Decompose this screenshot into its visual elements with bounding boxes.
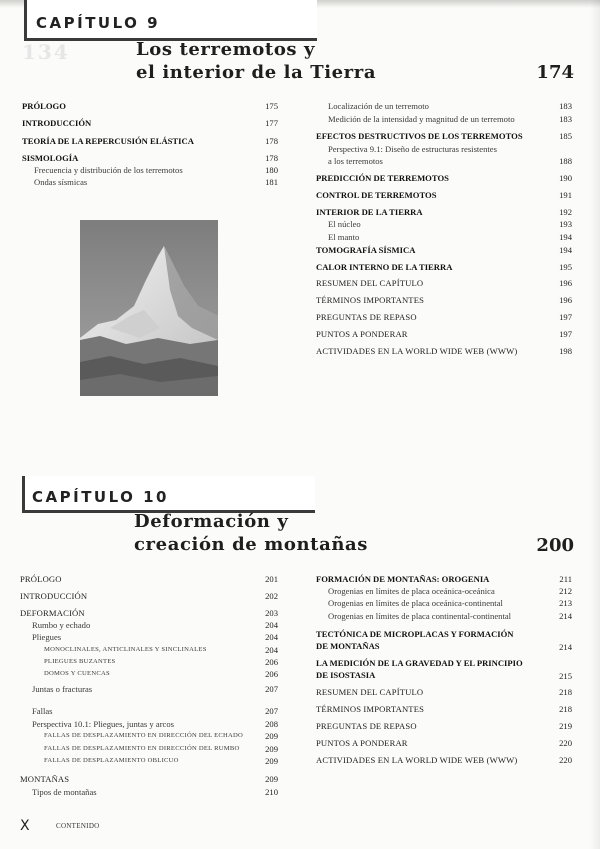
- toc-entry-title: Perspectiva 10.1: Pliegues, juntas y arcos: [32, 719, 175, 729]
- toc-entry-title: PRÓLOGO: [22, 101, 66, 111]
- toc-entry-title: Rumbo y echado: [32, 620, 91, 630]
- toc-entry-page: 210: [265, 787, 278, 797]
- toc-entry-page: 198: [559, 346, 572, 356]
- toc-entry-page: 204: [265, 645, 278, 655]
- toc-entry-title: PREGUNTAS DE REPASO: [316, 721, 417, 731]
- chapter-10-title: [134, 510, 368, 556]
- toc-entry-page: 185: [559, 131, 572, 141]
- toc-entry-page: 188: [559, 156, 572, 166]
- toc-entry-page: 202: [265, 591, 278, 601]
- toc-entry-title: Frecuencia y distribución de los terremotos: [34, 165, 183, 175]
- toc-entry-page: 183: [559, 114, 572, 124]
- toc-entry-title: MONTAÑAS: [20, 774, 70, 784]
- toc-entry-title: Ondas sísmicas: [34, 177, 88, 187]
- chapter-10-page: 200: [536, 535, 574, 556]
- toc-entry-page: 220: [559, 755, 572, 765]
- toc-entry-title: INTRODUCCIÓN: [22, 118, 92, 128]
- toc-entry-title: EFECTOS DESTRUCTIVOS DE LOS TERREMOTOS: [316, 131, 523, 141]
- toc-entry-page: 213: [559, 598, 572, 608]
- chapter-9-title: [136, 38, 376, 84]
- toc-entry-title: Juntas o fracturas: [32, 684, 93, 694]
- toc-entry-page: 204: [265, 620, 278, 630]
- toc-entry-title: Localización de un terremoto: [328, 101, 429, 111]
- toc-entry-page: 175: [265, 101, 278, 111]
- chapter-10-title-line-1: Deformación y: [134, 511, 289, 532]
- toc-entry-title: MONOCLINALES, ANTICLINALES Y SINCLINALES: [44, 646, 207, 653]
- chapter-10-label: CAPÍTULO 10: [32, 488, 169, 506]
- toc-entry-title: Orogenias en límites de placa continental-continental: [328, 611, 512, 621]
- toc-entry-page: 209: [265, 756, 278, 766]
- toc-entry-page: 190: [559, 173, 572, 183]
- toc-entry-title: RESUMEN DEL CAPÍTULO: [316, 278, 424, 288]
- toc-entry-title: Orogenias en límites de placa oceánica-oceánica: [328, 586, 495, 596]
- toc-entry-title: PREGUNTAS DE REPASO: [316, 312, 417, 322]
- toc-entry-page: 214: [559, 642, 572, 652]
- chapter-9-label: CAPÍTULO 9: [36, 14, 161, 32]
- footer-page-numeral: X: [20, 818, 30, 834]
- toc-entry-title: PRÓLOGO: [20, 574, 62, 584]
- toc-entry-title: ACTIVIDADES EN LA WORLD WIDE WEB (WWW): [316, 346, 518, 356]
- toc-entry-page: 207: [265, 706, 278, 716]
- chapter-10-title-line-2: creación de montañas: [134, 534, 369, 555]
- toc-entry-page: 207: [265, 684, 278, 694]
- toc-entry-page: 206: [265, 669, 278, 679]
- toc-entry-title: PUNTOS A PONDERAR: [316, 738, 408, 748]
- toc-entry-page: 196: [559, 295, 572, 305]
- toc-entry-title: FORMACIÓN DE MONTAÑAS: OROGENIA: [316, 574, 490, 584]
- toc-entry-page: 208: [265, 719, 278, 729]
- toc-entry-page: 209: [265, 774, 278, 784]
- toc-entry-page: 195: [559, 262, 572, 272]
- toc-entry-title: CALOR INTERNO DE LA TIERRA: [316, 262, 453, 272]
- toc-entry-title: TECTÓNICA DE MICROPLACAS Y FORMACIÓN DE MONTAÑAS: [316, 629, 514, 651]
- mountain-illustration: [80, 220, 218, 396]
- toc-entry-title: SISMOLOGÍA: [22, 153, 79, 163]
- toc-entry-title: PLIEGUES BUZANTES: [44, 658, 116, 665]
- toc-entry-page: 218: [559, 704, 572, 714]
- toc-entry-page: 215: [559, 671, 572, 681]
- mountain-photo: [80, 220, 218, 396]
- toc-entry-title: TÉRMINOS IMPORTANTES: [316, 704, 425, 714]
- toc-entry-page: 194: [559, 232, 572, 242]
- toc-entry-page: 209: [265, 744, 278, 754]
- toc-entry-title: El núcleo: [328, 219, 361, 229]
- chapter-9-title-line-1: Los terremotos y: [136, 39, 316, 60]
- toc-entry-title: FALLAS DE DESPLAZAMIENTO EN DIRECCIÓN DEL ECHADO: [44, 732, 244, 739]
- toc-entry-page: 218: [559, 687, 572, 697]
- toc-entry-title: CONTROL DE TERREMOTOS: [316, 190, 437, 200]
- toc-entry-title: Pliegues: [32, 632, 62, 642]
- chapter-9-ghost-number: 134: [22, 40, 70, 64]
- toc-entry-page: 220: [559, 738, 572, 748]
- footer-section-label: CONTENIDO: [56, 822, 100, 830]
- toc-entry-title: Medición de la intensidad y magnitud de un terremoto: [328, 114, 515, 124]
- toc-entry-page: 209: [265, 731, 278, 741]
- toc-entry-title: Tipos de montañas: [32, 787, 97, 797]
- toc-entry-title: FALLAS DE DESPLAZAMIENTO EN DIRECCIÓN DEL RUMBO: [44, 745, 240, 752]
- toc-entry-page: 197: [559, 329, 572, 339]
- toc-entry-title: INTERIOR DE LA TIERRA: [316, 207, 423, 217]
- toc-entry-page: 183: [559, 101, 572, 111]
- toc-entry-page: 214: [559, 611, 572, 621]
- toc-entry-page: 203: [265, 608, 278, 618]
- toc-entry-title: TÉRMINOS IMPORTANTES: [316, 295, 425, 305]
- toc-entry-page: 191: [559, 190, 572, 200]
- toc-entry-title: Orogenias en límites de placa oceánica-continental: [328, 598, 503, 608]
- toc-entry-page: 178: [265, 136, 278, 146]
- toc-entry-page: 181: [265, 177, 278, 187]
- toc-entry-title: LA MEDICIÓN DE LA GRAVEDAD Y EL PRINCIPIO DE ISOSTASIA: [316, 658, 523, 680]
- toc-entry-title: FALLAS DE DESPLAZAMIENTO OBLICUO: [44, 757, 179, 764]
- toc-entry-page: 194: [559, 245, 572, 255]
- toc-entry-title: ACTIVIDADES EN LA WORLD WIDE WEB (WWW): [316, 755, 518, 765]
- toc-entry-title: TOMOGRAFÍA SÍSMICA: [316, 245, 416, 255]
- toc-entry-page: 193: [559, 219, 572, 229]
- toc-entry-page: 180: [265, 165, 278, 175]
- page-binding-shadow: [590, 0, 600, 849]
- toc-entry-title: PREDICCIÓN DE TERREMOTOS: [316, 173, 449, 183]
- toc-entry-title: El manto: [328, 232, 360, 242]
- toc-entry-page: 212: [559, 586, 572, 596]
- toc-entry-title: DOMOS Y CUENCAS: [44, 670, 110, 677]
- toc-entry-page: 196: [559, 278, 572, 288]
- toc-entry-title: RESUMEN DEL CAPÍTULO: [316, 687, 424, 697]
- toc-entry-page: 219: [559, 721, 572, 731]
- toc-entry-title: Perspectiva 9.1: Diseño de estructuras resistentes: [328, 144, 497, 154]
- toc-entry-page: 178: [265, 153, 278, 163]
- toc-entry-title: DEFORMACIÓN: [20, 608, 85, 618]
- toc-entry-page: 204: [265, 632, 278, 642]
- toc-entry-title: PUNTOS A PONDERAR: [316, 329, 408, 339]
- toc-entry-page: 211: [559, 574, 572, 584]
- toc-entry-title: INTRODUCCIÓN: [20, 591, 88, 601]
- chapter-9-title-line-2: el interior de la Tierra: [136, 62, 377, 83]
- toc-entry-page: 201: [265, 574, 278, 584]
- toc-entry-title: Fallas: [32, 706, 53, 716]
- toc-entry-page: 206: [265, 657, 278, 667]
- toc-entry-page: 192: [559, 207, 572, 217]
- toc-entry-page: 197: [559, 312, 572, 322]
- toc-entry-page: 177: [265, 118, 278, 128]
- toc-entry-title: a los terremotos: [328, 156, 383, 166]
- toc-entry-title: TEORÍA DE LA REPERCUSIÓN ELÁSTICA: [22, 136, 194, 146]
- chapter-9-page: 174: [536, 62, 574, 83]
